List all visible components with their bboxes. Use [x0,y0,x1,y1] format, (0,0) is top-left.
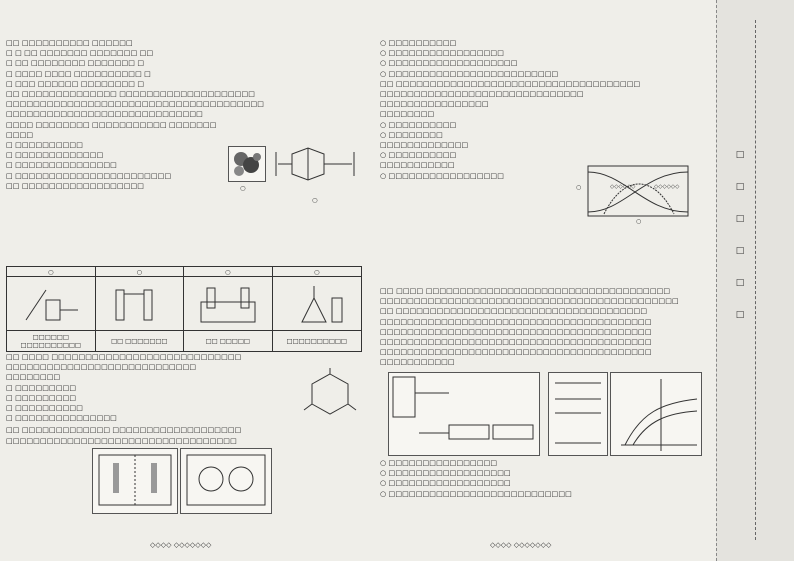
text-line: □□□□□□□□□□□□□ [380,140,469,150]
text-line: ○ □□□□□□□□□□ [380,119,457,129]
text-line: ○ □□□□□□□□□□□□□□□□□□□ [380,58,518,68]
energy-level-diagram [548,372,608,456]
footer-left: ◇◇◇◇ ◇◇◇◇◇◇◇ [150,541,212,549]
table-header: ○ [96,267,185,277]
cut-line [755,20,756,540]
table-caption: □□ □□□□□□□ [96,331,185,351]
text-line: □ □□□□ □□□□ □□□□□□□□□□ □ [6,68,151,78]
text-line: □□□□□□□□□□□□□□□□□□□□□□□□□□□□□□□□□□□□□□□□ [380,347,652,357]
text-line: □□□□□□□□□□□□□□□□ [380,99,489,109]
iv-curve-graph [610,372,702,456]
text-line: □□□□□□□□ [6,372,61,382]
figure-label-b: ○ [312,196,318,204]
table-caption: □□□□□□ □□□□□□□□□□ [7,331,96,351]
table-header: ○ [184,267,273,277]
text-line: ○ □□□□□□□□□□ [380,38,457,47]
text-line: □□□□ □□□□□□□□ □□□□□□□□□□□ □□□□□□□ [6,119,217,129]
apparatus-c [184,277,273,331]
text-line: □□□□□□□□ [380,109,435,119]
table-caption: □□ □□□□□ [184,331,273,351]
text-line: ○ □□□□□□□□□□□□□□□□□□□□□□□□□ [380,68,559,78]
text-line: □□□□□□□□□□□ [380,357,455,367]
right-q14-options [380,458,700,499]
text-line: ○ □□□□□□□□□□□□□□□□□□ [380,468,511,478]
text-line: ○ □□□□□□□□□□□□□□□□□□□□□□□□□□□ [380,488,572,498]
text-line: □ □□□ □□□□□□ □□□□□□□□ □ [6,78,145,88]
text-line: □ □□□□□□□□□□□□□ [6,150,104,160]
ring-structure [300,368,360,424]
binding-notice: □□□□□□ [735,150,745,342]
distribution-chart [574,162,694,230]
text-line: □□□□□□□□□□□ [380,160,455,170]
text-line: □□□□□□□□□□□□□□□□□□□□□□□□□□□□□□□□□□□□□□□□ [380,326,652,336]
table-header: ○ [273,267,362,277]
text-line: □□□□□□□□□□□□□□□□□□□□□□□□□□□□□□□□□□□□□□□□□□□□ [380,296,679,306]
text-line: ○ □□□□□□□□□□□□□□□□□ [380,48,505,58]
text-line: □ □□□□□□□□□ [6,382,77,392]
right-section2 [380,286,700,368]
apparatus-b [96,277,185,331]
text-line: □□□□□□□□□□□□□□□□□□□□□□□□□□□□ [6,362,197,372]
table-caption: □□□□□□□□□□ [286,337,347,345]
text-line: □□ □□□□ □□□□□□□□□□□□□□□□□□□□□□□□□□□□□□□□□□□□ [380,286,671,295]
chart-point-a: ◇◇◇◇◇◇ [610,184,636,190]
text-line: □ □□□□□□□□□□□□□□□ [6,413,117,423]
text-line: □ □□ □□□□□□□□ □□□□□□□ □ [6,58,145,68]
text-line: □□□□□□□□□□□□□□□□□□□□□□□□□□□□□□□□□□ [6,435,237,445]
text-line: □□ □□□□ □□□□□□□□□□□□□□□□□□□□□□□□□□□□ [6,352,242,361]
right-column [380,38,700,181]
text-line: □□ □□□□□□□□□□□□□□ □□□□□□□□□□□□□□□□□□□□ [6,89,256,99]
cell-diagram-left [92,448,178,514]
text-line: □ □□□□□□□□□□□□□□□□□□□□□□□ [6,170,172,180]
text-line: □ □ □□ □□□□□□□ □□□□□□□ □□ [6,48,154,58]
chart-point-b: ◇◇◇◇◇◇ [654,184,680,190]
text-line: ○ □□□□□□□□□□□□□□□□□ [380,170,505,180]
text-line: □ □□□□□□□□□□ [6,140,83,150]
structural-formula [272,144,362,200]
text-line: □ □□□□□□□□□□□□□□□ [6,160,117,170]
text-line: □□ □□□□□□□□□□ □□□□□□ [6,38,133,47]
text-line: □□□□□□□□□□□□□□□□□□□□□□□□□□□□□□□□□□□□□□ [6,99,265,109]
text-line: ○ □□□□□□□□ [380,129,443,139]
molecule-image [228,146,266,182]
apparatus-a [7,277,96,331]
chart-ylabel: ○ [576,184,582,191]
text-line: ○ □□□□□□□□□□□□□□□□ [380,458,498,467]
text-line: □□ □□□□□□□□□□□□□□□□□□□□□□□□□□□□□□□□□□□□ [380,78,641,88]
text-line: □□□□□□□□□□□□□□□□□□□□□□□□□□□□□□ [380,89,584,99]
text-line: □□ □□□□□□□□□□□□□□□□□□ [6,180,145,190]
text-line: □□ □□□□□□□□□□□□□□□□□□□□□□□□□□□□□□□□□□□□□ [380,306,648,316]
chart-xlabel: ○ [636,218,642,225]
text-line: □□□□□□□□□□□□□□□□□□□□□□□□□□□□□ [6,109,203,119]
text-line: □□□□□□□□□□□□□□□□□□□□□□□□□□□□□□□□□□□□□□□□ [380,316,652,326]
cell-diagram-right [180,448,272,514]
text-line: ○ □□□□□□□□□□□□□□□□□□ [380,478,511,488]
binding-strip [716,0,794,561]
text-line: ○ □□□□□□□□□□ [380,150,457,160]
text-line: □□ □□□□□□□□□□□□□ □□□□□□□□□□□□□□□□□□□ [6,425,242,435]
text-line: □□□□□□□□□□□□□□□□□□□□□□□□□□□□□□□□□□□□□□□□ [380,337,652,347]
text-line: □□□□ [6,129,34,139]
experiment-table [6,266,362,352]
text-line: □ □□□□□□□□□ [6,392,77,402]
text-line: □ □□□□□□□□□□ [6,403,83,413]
circuit-diagram [388,372,540,456]
figure-label-a: ○ [240,184,246,192]
footer-right: ◇◇◇◇ ◇◇◇◇◇◇◇ [490,541,552,549]
table-header: ○ [7,267,96,277]
apparatus-d [273,277,362,331]
